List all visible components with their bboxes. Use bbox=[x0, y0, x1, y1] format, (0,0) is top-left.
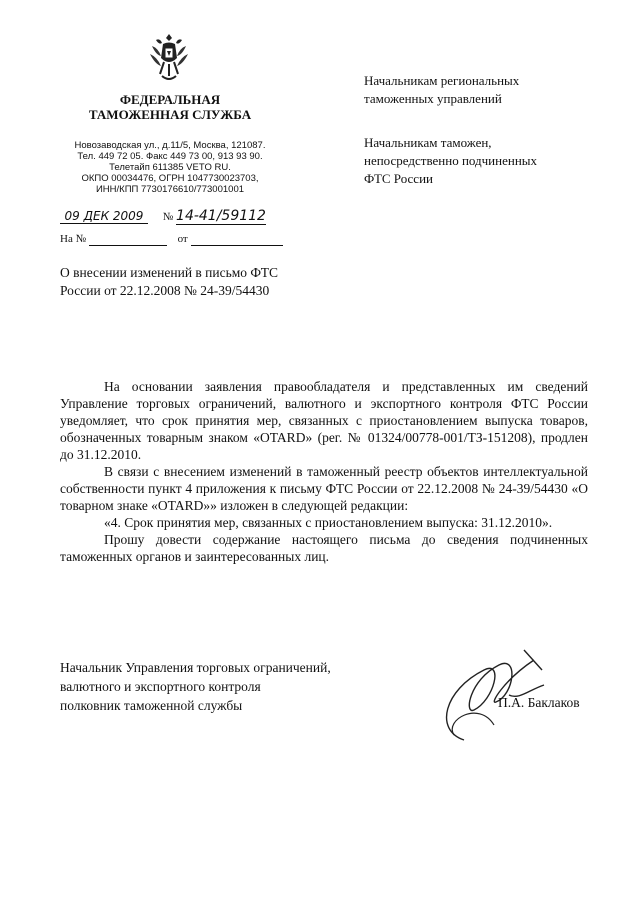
signatory-name: П.А. Баклаков bbox=[498, 695, 580, 710]
recipient-line: Начальникам таможен, bbox=[364, 135, 492, 150]
letter-subject: О внесении изменений в письмо ФТС России от 22.12.2008 № 24-39/54430 bbox=[60, 265, 279, 298]
letter-date: 09 ДЕК 2009 bbox=[60, 209, 148, 224]
okpo-line: ОКПО 00034476, ОГРН 1047730023703, bbox=[81, 173, 259, 184]
number-sign: № bbox=[162, 211, 174, 223]
signatory-title bbox=[60, 658, 331, 715]
na-label: На № bbox=[60, 233, 87, 245]
letter-body bbox=[60, 378, 588, 565]
body-paragraph: На основании заявления правообладателя и представленных им сведений Управление торговых ограничений, валютного и экспортного контроля ФТС России уведомляет, что срок принятия мер, связанных с приостановлением выпуска товаров, обозначенных товарным знаком «OTARD» (рег. № 01324/00778-001/ТЗ-151208), продлен до 31.12.2010. bbox=[60, 379, 588, 462]
signatory-title-line: полковник таможенной службы bbox=[60, 698, 243, 713]
coat-of-arms-emblem bbox=[148, 32, 190, 84]
recipient-line: таможенных управлений bbox=[364, 91, 502, 106]
incoming-reference bbox=[60, 233, 283, 246]
teletype-line: Телетайп 611385 VETO RU. bbox=[109, 162, 231, 173]
body-paragraph: Прошу довести содержание настоящего письма до сведения подчиненных таможенных органов и заинтересованных лиц. bbox=[60, 532, 588, 564]
org-name-line1: ФЕДЕРАЛЬНАЯ bbox=[119, 92, 221, 107]
outgoing-reference bbox=[60, 208, 266, 225]
recipient-line: ФТС России bbox=[364, 171, 433, 186]
recipient-line: непосредственно подчиненных bbox=[364, 153, 538, 168]
phone-line: Тел. 449 72 05. Факс 449 73 00, 913 93 90. bbox=[77, 151, 263, 162]
org-name-line2: ТАМОЖЕННАЯ СЛУЖБА bbox=[88, 107, 252, 122]
inn-line: ИНН/КПП 7730176610/773001001 bbox=[95, 184, 245, 195]
body-paragraph: «4. Срок принятия мер, связанных с приостановлением выпуска: 31.12.2010». bbox=[104, 515, 553, 530]
body-paragraph: В связи с внесением изменений в таможенный реестр объектов интеллектуальной собственности пункт 4 приложения к письму ФТС России от 22.12.2008 № 24-39/54430 «О товарном знаке «OTARD»» изложен в следующей редакции: bbox=[60, 464, 588, 513]
signatory-title-line: Начальник Управления торговых ограничений, bbox=[60, 660, 331, 675]
address-line: Новозаводская ул., д.11/5, Москва, 121087. bbox=[74, 140, 266, 151]
letter-number: 14-41/59112 bbox=[176, 208, 266, 224]
signatory-title-line: валютного и экспортного контроля bbox=[60, 679, 261, 694]
recipient-line: Начальникам региональных bbox=[364, 73, 520, 88]
ot-label: от bbox=[177, 233, 188, 245]
